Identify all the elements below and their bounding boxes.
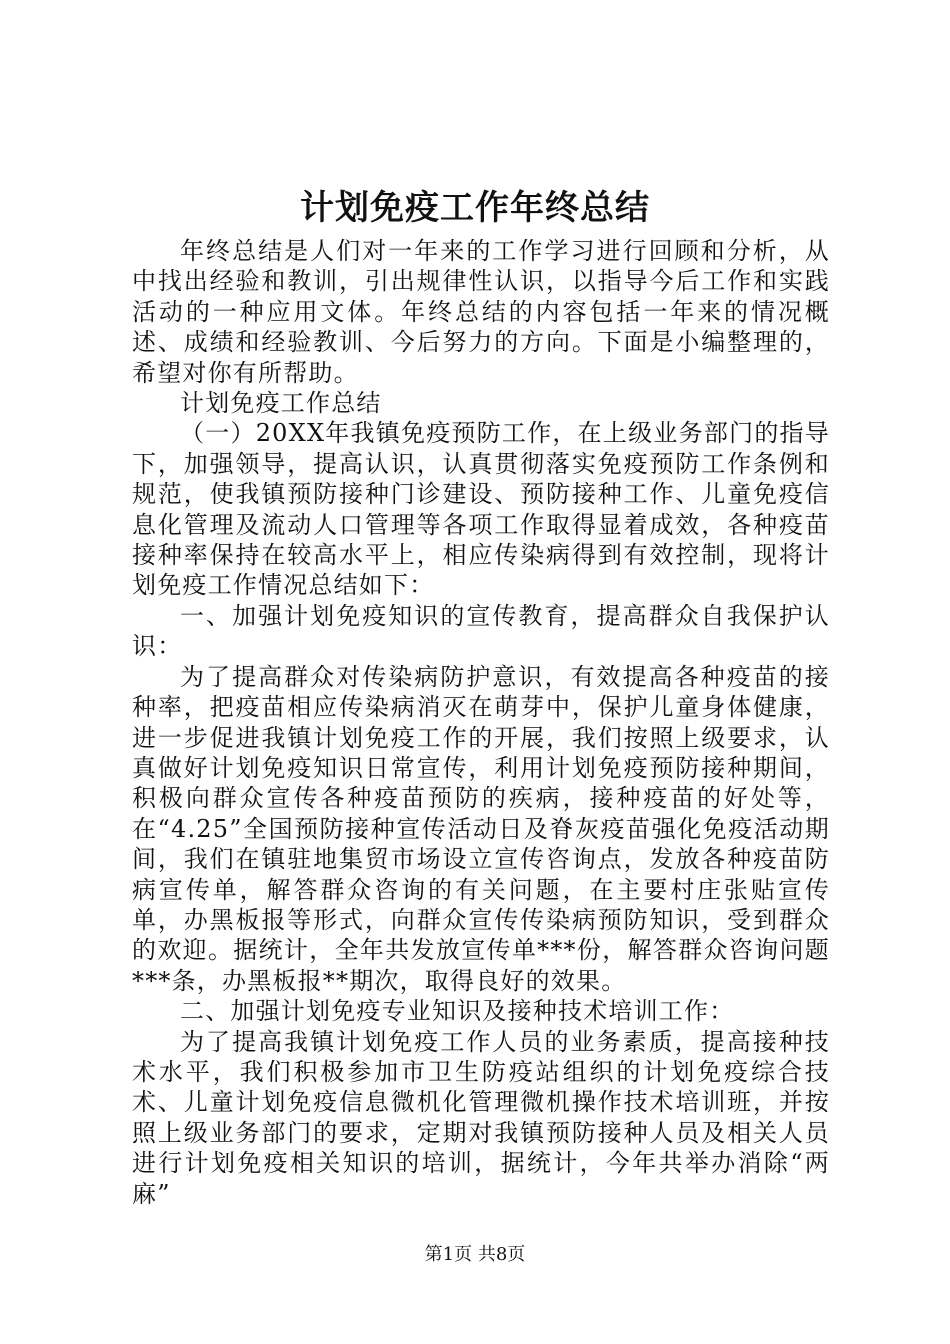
page-number-footer: 第1页 共8页 (424, 1244, 526, 1265)
intro-paragraph: 年终总结是人们对一年来的工作学习进行回顾和分析，从中找出经验和教训，引出规律性认识，以指导今后工作和实践活动的一种应用文体。年终总结的内容包括一年来的情况概述、成绩和经验教训、今后努力的方向。下面是小编整理的，希望对你有所帮助。 (132, 237, 830, 387)
section-heading: 计划免疫工作总结 (180, 389, 382, 418)
document-body (132, 236, 830, 1209)
point-one-heading: 一、加强计划免疫知识的宣传教育，提高群众自我保护认识： (132, 601, 830, 661)
point-two-heading: 二、加强计划免疫专业知识及接种技术培训工作： (180, 997, 735, 1026)
point-two-paragraph: 为了提高我镇计划免疫工作人员的业务素质，提高接种技术水平，我们积极参加市卫生防疫站组织的计划免疫综合技术、儿童计划免疫信息微机化管理微机操作技术培训班，并按照上级业务部门的要求，定期对我镇预防接种人员及相关人员进行计划免疫相关知识的培训，据统计，今年共举办消除“两麻” (132, 1027, 830, 1208)
point-one-paragraph: 为了提高群众对传染病防护意识，有效提高各种疫苗的接种率，把疫苗相应传染病消灭在萌芽中，保护儿童身体健康，进一步促进我镇计划免疫工作的开展，我们按照上级要求，认真做好计划免疫知识日常宣传，利用计划免疫预防接种期间，积极向群众宣传各种疫苗预防的疾病，接种疫苗的好处等，在“4.25”全国预防接种宣传活动日及脊灰疫苗强化免疫活动期间，我们在镇驻地集贸市场设立宣传咨询点，发放各种疫苗防病宣传单，解答群众咨询的有关问题，在主要村庄张贴宣传单，办黑板报等形式，向群众宣传传染病预防知识，受到群众的欢迎。据统计，全年共发放宣传单***份，解答群众咨询问题***条，办黑板报**期次，取得良好的效果。 (132, 662, 830, 995)
page-title: 计划免疫工作年终总结 (300, 188, 650, 228)
overview-paragraph: （一）20XX年我镇免疫预防工作，在上级业务部门的指导下，加强领导，提高认识，认真贯彻落实免疫预防工作条例和规范，使我镇预防接种门诊建设、预防接种工作、儿童免疫信息化管理及流动人口管理等各项工作取得显着成效，各种疫苗接种率保持在较高水平上，相应传染病得到有效控制，现将计划免疫工作情况总结如下： (132, 419, 830, 600)
